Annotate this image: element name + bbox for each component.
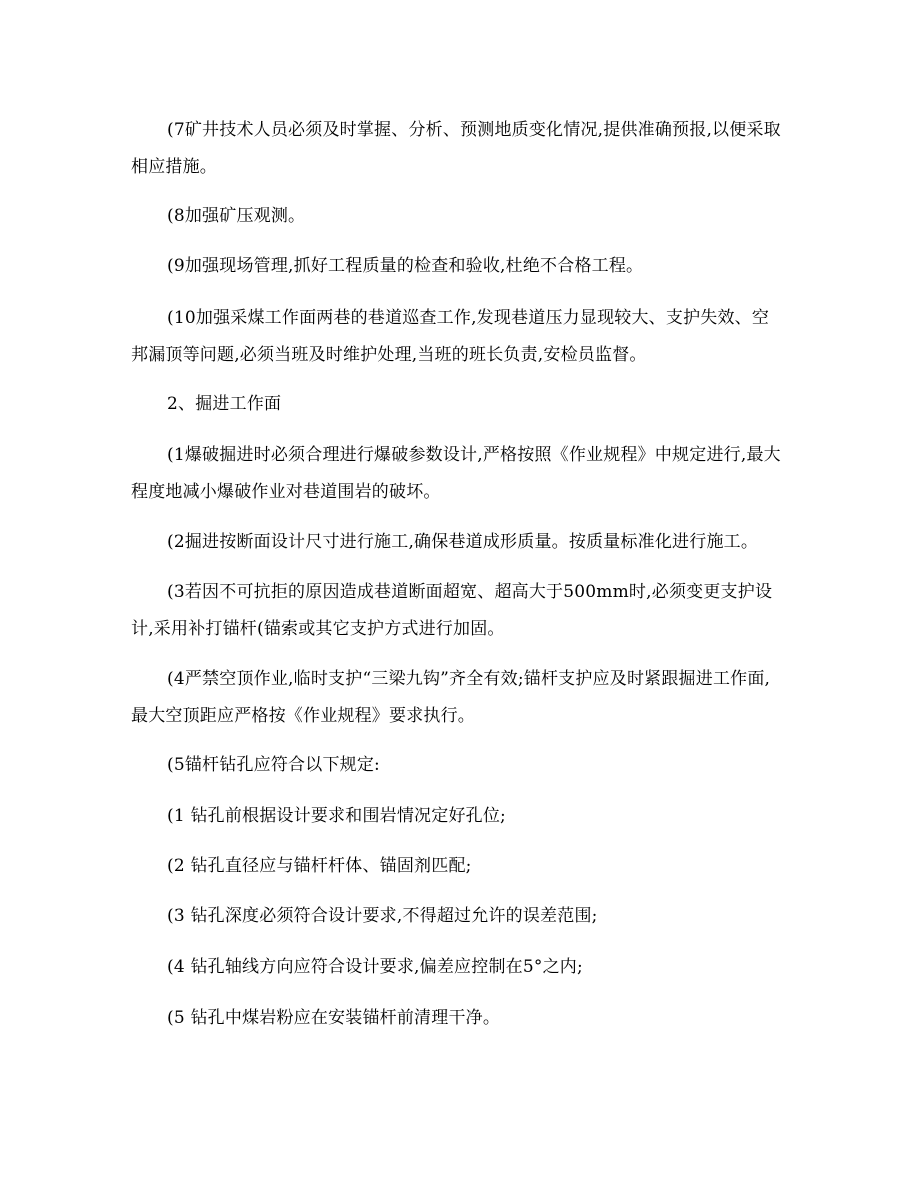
- paragraph-9: (9加强现场管理,抓好工程质量的检查和验收,杜绝不合格工程。: [167, 256, 644, 276]
- paragraph-10: (10加强采煤工作面两巷的巷道巡查工作,发现巷道压力显现较大、支护失效、空邦漏顶等问题,必须当班及时维护处理,当班的班长负责,安检员监督。: [131, 308, 770, 365]
- drilling-rule-4: (4 钻孔轴线方向应符合设计要求,偏差应控制在5°之内;: [167, 957, 583, 977]
- excavation-item-3: (3若因不可抗拒的原因造成巷道断面超宽、超高大于500mm时,必须变更支护设计,采用补打锚杆(锚索或其它支护方式进行加固。: [131, 582, 773, 639]
- excavation-item-2: (2掘进按断面设计尺寸进行施工,确保巷道成形质量。按质量标准化进行施工。: [167, 532, 759, 552]
- paragraph-7: (7矿井技术人员必须及时掌握、分析、预测地质变化情况,提供准确预报,以便采取相应措施。: [131, 120, 781, 177]
- section-heading-excavation: 2、掘进工作面: [167, 394, 282, 414]
- paragraph-8: (8加强矿压观测。: [167, 206, 306, 226]
- excavation-item-1: (1爆破掘进时必须合理进行爆破参数设计,严格按照《作业规程》中规定进行,最大程度地减小爆破作业对巷道围岩的破坏。: [131, 445, 781, 502]
- drilling-rule-1: (1 钻孔前根据设计要求和围岩情况定好孔位;: [167, 806, 506, 826]
- excavation-item-4: (4严禁空顶作业,临时支护“三梁九钩”齐全有效;锚杆支护应及时紧跟掘进工作面,最大空顶距应严格按《作业规程》要求执行。: [131, 669, 771, 726]
- excavation-item-5: (5锚杆钻孔应符合以下规定:: [167, 755, 380, 775]
- drilling-rule-3: (3 钻孔深度必须符合设计要求,不得超过允许的误差范围;: [167, 906, 598, 926]
- drilling-rule-5: (5 钻孔中煤岩粉应在安装锚杆前清理干净。: [167, 1008, 501, 1028]
- drilling-rule-2: (2 钻孔直径应与锚杆杆体、锚固剂匹配;: [167, 856, 472, 876]
